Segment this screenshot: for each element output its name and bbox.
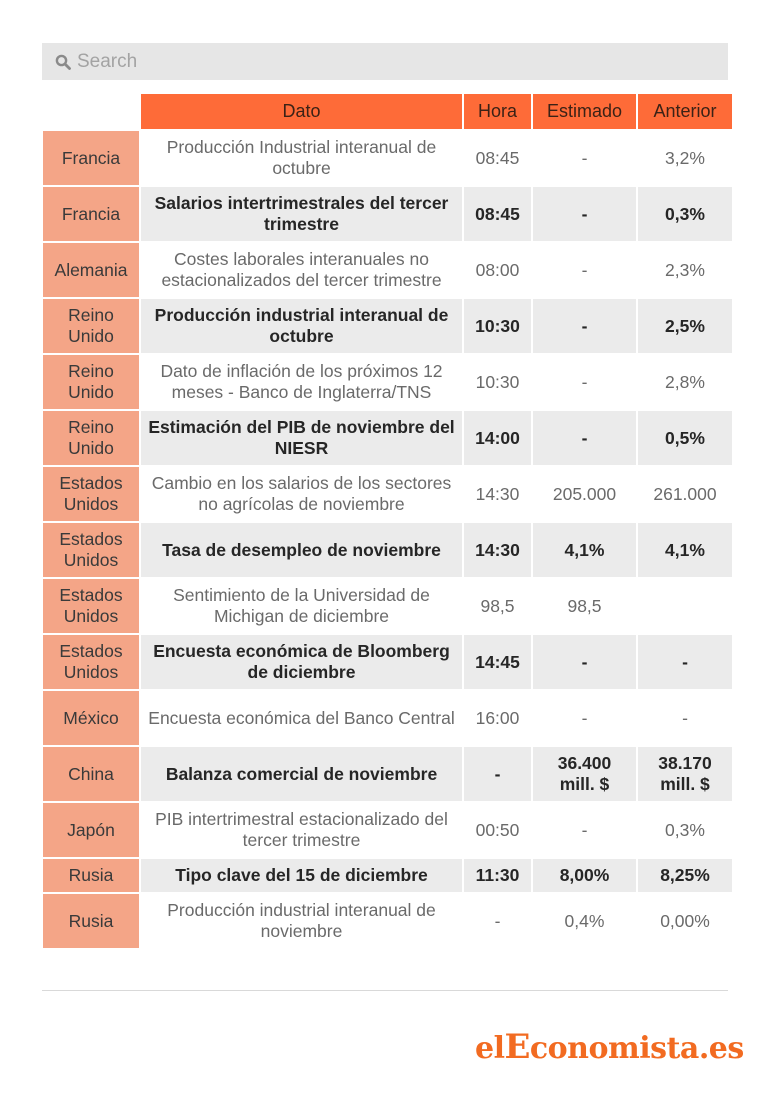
country-cell: Francia bbox=[43, 131, 139, 185]
hora-cell: 16:00 bbox=[464, 691, 531, 745]
table-row bbox=[43, 803, 732, 857]
anterior-cell: 4,1% bbox=[638, 523, 732, 577]
country-cell: China bbox=[43, 747, 139, 801]
hora-cell: - bbox=[464, 894, 531, 948]
hora-cell: 08:45 bbox=[464, 187, 531, 241]
country-cell: Rusia bbox=[43, 859, 139, 892]
anterior-cell: 0,5% bbox=[638, 411, 732, 465]
hora-cell: 08:45 bbox=[464, 131, 531, 185]
anterior-cell: 8,25% bbox=[638, 859, 732, 892]
hora-cell: - bbox=[464, 747, 531, 801]
hora-cell: 14:30 bbox=[464, 523, 531, 577]
header-blank bbox=[43, 94, 139, 129]
estimado-cell: - bbox=[533, 355, 636, 409]
logo-part-el: el bbox=[475, 1031, 505, 1066]
estimado-cell: - bbox=[533, 299, 636, 353]
economic-calendar-table bbox=[41, 92, 734, 950]
estimado-cell: - bbox=[533, 187, 636, 241]
header-anterior: Anterior bbox=[638, 94, 732, 129]
estimado-cell: - bbox=[533, 131, 636, 185]
anterior-cell: 0,00% bbox=[638, 894, 732, 948]
dato-cell: Salarios intertrimestrales del tercer trimestre bbox=[141, 187, 462, 241]
dato-cell: Encuesta económica del Banco Central bbox=[141, 691, 462, 745]
country-cell: Reino Unido bbox=[43, 411, 139, 465]
table-row bbox=[43, 411, 732, 465]
logo-part-rest: conomista.es bbox=[529, 1031, 744, 1066]
search-bar[interactable] bbox=[42, 43, 728, 80]
estimado-cell: - bbox=[533, 691, 636, 745]
divider bbox=[42, 990, 728, 991]
country-cell: Reino Unido bbox=[43, 355, 139, 409]
header-dato: Dato bbox=[141, 94, 462, 129]
dato-cell: Tasa de desempleo de noviembre bbox=[141, 523, 462, 577]
table-row bbox=[43, 243, 732, 297]
estimado-cell: 0,4% bbox=[533, 894, 636, 948]
table-body bbox=[43, 131, 732, 948]
dato-cell: Encuesta económica de Bloomberg de diciembre bbox=[141, 635, 462, 689]
hora-cell: 14:00 bbox=[464, 411, 531, 465]
estimado-cell: 4,1% bbox=[533, 523, 636, 577]
dato-cell: Dato de inflación de los próximos 12 meses - Banco de Inglaterra/TNS bbox=[141, 355, 462, 409]
anterior-cell: 2,8% bbox=[638, 355, 732, 409]
anterior-cell: 2,5% bbox=[638, 299, 732, 353]
estimado-cell: - bbox=[533, 411, 636, 465]
search-icon bbox=[55, 54, 71, 70]
search-input[interactable] bbox=[76, 43, 717, 80]
country-cell: Estados Unidos bbox=[43, 635, 139, 689]
anterior-cell: 3,2% bbox=[638, 131, 732, 185]
country-cell: Estados Unidos bbox=[43, 523, 139, 577]
table-row bbox=[43, 467, 732, 521]
table-row bbox=[43, 299, 732, 353]
country-cell: Estados Unidos bbox=[43, 467, 139, 521]
table-row bbox=[43, 747, 732, 801]
dato-cell: Cambio en los salarios de los sectores no agrícolas de noviembre bbox=[141, 467, 462, 521]
country-cell: México bbox=[43, 691, 139, 745]
country-cell: Estados Unidos bbox=[43, 579, 139, 633]
dato-cell: Balanza comercial de noviembre bbox=[141, 747, 462, 801]
anterior-cell: 38.170 mill. $ bbox=[638, 747, 732, 801]
header-estimado: Estimado bbox=[533, 94, 636, 129]
table-row bbox=[43, 131, 732, 185]
anterior-cell bbox=[638, 579, 732, 633]
estimado-cell: - bbox=[533, 635, 636, 689]
dato-cell: Producción industrial interanual de noviembre bbox=[141, 894, 462, 948]
estimado-cell: - bbox=[533, 243, 636, 297]
dato-cell: Costes laborales interanuales no estacionalizados del tercer trimestre bbox=[141, 243, 462, 297]
hora-cell: 98,5 bbox=[464, 579, 531, 633]
hora-cell: 14:30 bbox=[464, 467, 531, 521]
table-row bbox=[43, 579, 732, 633]
dato-cell: Sentimiento de la Universidad de Michigan de diciembre bbox=[141, 579, 462, 633]
country-cell: Japón bbox=[43, 803, 139, 857]
dato-cell: Producción Industrial interanual de octubre bbox=[141, 131, 462, 185]
anterior-cell: - bbox=[638, 691, 732, 745]
estimado-cell: 98,5 bbox=[533, 579, 636, 633]
table-row bbox=[43, 523, 732, 577]
table-row bbox=[43, 187, 732, 241]
header-hora: Hora bbox=[464, 94, 531, 129]
table-header-row bbox=[43, 94, 732, 129]
dato-cell: Estimación del PIB de noviembre del NIESR bbox=[141, 411, 462, 465]
country-cell: Reino Unido bbox=[43, 299, 139, 353]
table-row bbox=[43, 355, 732, 409]
country-cell: Alemania bbox=[43, 243, 139, 297]
logo-part-e: E bbox=[504, 1027, 530, 1067]
dato-cell: Producción industrial interanual de octubre bbox=[141, 299, 462, 353]
estimado-cell: 205.000 bbox=[533, 467, 636, 521]
anterior-cell: 2,3% bbox=[638, 243, 732, 297]
hora-cell: 10:30 bbox=[464, 355, 531, 409]
table-row bbox=[43, 894, 732, 948]
estimado-cell: - bbox=[533, 803, 636, 857]
table-row bbox=[43, 635, 732, 689]
dato-cell: PIB intertrimestral estacionalizado del tercer trimestre bbox=[141, 803, 462, 857]
anterior-cell: 0,3% bbox=[638, 803, 732, 857]
hora-cell: 14:45 bbox=[464, 635, 531, 689]
anterior-cell: - bbox=[638, 635, 732, 689]
estimado-cell: 36.400 mill. $ bbox=[533, 747, 636, 801]
dato-cell: Tipo clave del 15 de diciembre bbox=[141, 859, 462, 892]
estimado-cell: 8,00% bbox=[533, 859, 636, 892]
hora-cell: 08:00 bbox=[464, 243, 531, 297]
anterior-cell: 261.000 bbox=[638, 467, 732, 521]
hora-cell: 11:30 bbox=[464, 859, 531, 892]
anterior-cell: 0,3% bbox=[638, 187, 732, 241]
eleconomista-logo[interactable] bbox=[475, 1027, 744, 1067]
hora-cell: 00:50 bbox=[464, 803, 531, 857]
hora-cell: 10:30 bbox=[464, 299, 531, 353]
table-row bbox=[43, 859, 732, 892]
table-row bbox=[43, 691, 732, 745]
country-cell: Francia bbox=[43, 187, 139, 241]
country-cell: Rusia bbox=[43, 894, 139, 948]
